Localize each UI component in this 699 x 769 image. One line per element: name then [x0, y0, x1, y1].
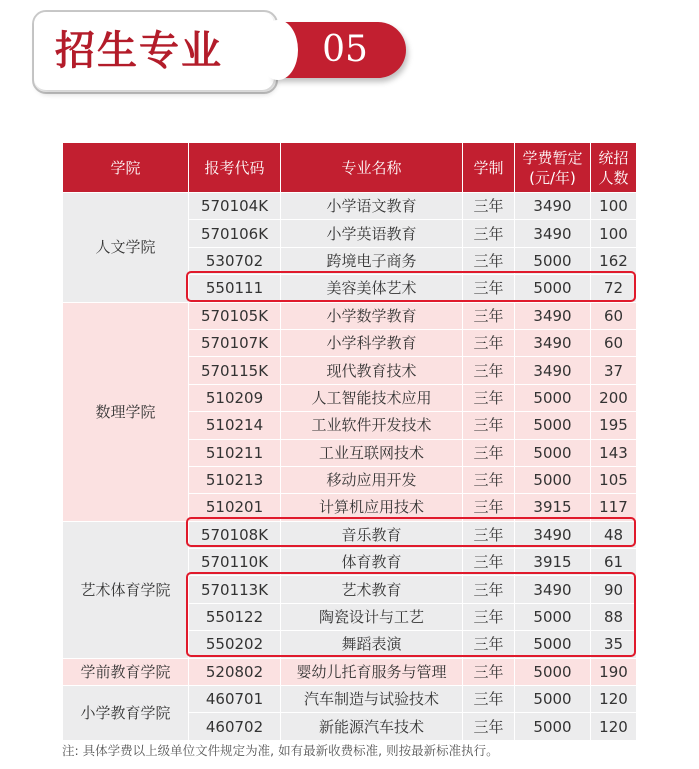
major-cell: 小学英语教育	[281, 220, 463, 247]
highlight-box	[186, 517, 636, 547]
quota-cell: 60	[591, 302, 637, 329]
code-cell: 520802	[189, 658, 281, 685]
tuition-cell: 3915	[515, 549, 591, 576]
code-cell: 550111	[189, 275, 281, 302]
tuition-cell: 3490	[515, 576, 591, 603]
code-cell: 570105K	[189, 302, 281, 329]
quota-cell: 162	[591, 247, 637, 274]
major-cell: 小学数学教育	[281, 302, 463, 329]
quota-cell: 120	[591, 713, 637, 740]
duration-cell: 三年	[463, 603, 515, 630]
college-cell: 小学教育学院	[63, 686, 189, 741]
code-cell: 570104K	[189, 193, 281, 220]
quota-cell: 100	[591, 193, 637, 220]
code-cell: 460702	[189, 713, 281, 740]
major-cell: 小学科学教育	[281, 329, 463, 356]
duration-cell: 三年	[463, 631, 515, 658]
quota-cell: 190	[591, 658, 637, 685]
highlight-box	[186, 572, 636, 657]
table-row	[63, 193, 637, 220]
code-cell: 570113K	[189, 576, 281, 603]
highlight-box	[186, 271, 636, 302]
quota-cell: 35	[591, 631, 637, 658]
major-cell: 陶瓷设计与工艺	[281, 603, 463, 630]
tuition-cell: 5000	[515, 658, 591, 685]
duration-cell: 三年	[463, 302, 515, 329]
tuition-cell: 5000	[515, 603, 591, 630]
major-cell: 跨境电子商务	[281, 247, 463, 274]
tuition-cell: 3490	[515, 302, 591, 329]
tuition-cell: 5000	[515, 466, 591, 493]
header-duration: 学制	[463, 143, 515, 193]
table-row	[63, 302, 637, 329]
major-cell: 计算机应用技术	[281, 494, 463, 521]
header-major: 专业名称	[281, 143, 463, 193]
duration-cell: 三年	[463, 521, 515, 548]
college-cell: 艺术体育学院	[63, 521, 189, 658]
quota-cell: 37	[591, 357, 637, 384]
duration-cell: 三年	[463, 658, 515, 685]
duration-cell: 三年	[463, 576, 515, 603]
footnote: 注: 具体学费以上级单位文件规定为准, 如有最新收费标准, 则按最新标准执行。	[62, 743, 499, 758]
section-title: 招生专业	[55, 28, 223, 74]
major-cell: 婴幼儿托育服务与管理	[281, 658, 463, 685]
tuition-cell: 3490	[515, 329, 591, 356]
code-cell: 510201	[189, 494, 281, 521]
table-row	[63, 686, 637, 713]
quota-cell: 120	[591, 686, 637, 713]
major-cell: 汽车制造与试验技术	[281, 686, 463, 713]
college-cell: 数理学院	[63, 302, 189, 521]
duration-cell: 三年	[463, 713, 515, 740]
major-cell: 艺术教育	[281, 576, 463, 603]
major-cell: 美容美体艺术	[281, 275, 463, 302]
quota-cell: 143	[591, 439, 637, 466]
tuition-cell: 3490	[515, 521, 591, 548]
tuition-cell: 5000	[515, 275, 591, 302]
code-cell: 570107K	[189, 329, 281, 356]
code-cell: 550202	[189, 631, 281, 658]
quota-cell: 117	[591, 494, 637, 521]
quota-cell: 48	[591, 521, 637, 548]
duration-cell: 三年	[463, 193, 515, 220]
tuition-cell: 5000	[515, 384, 591, 411]
duration-cell: 三年	[463, 686, 515, 713]
code-cell: 510209	[189, 384, 281, 411]
code-cell: 510213	[189, 466, 281, 493]
code-cell: 530702	[189, 247, 281, 274]
code-cell: 510211	[189, 439, 281, 466]
badge-notch	[258, 20, 298, 80]
quota-cell: 195	[591, 412, 637, 439]
code-cell: 550122	[189, 603, 281, 630]
header-college: 学院	[63, 143, 189, 193]
section-number: 05	[322, 29, 368, 70]
quota-cell: 88	[591, 603, 637, 630]
tuition-cell: 3490	[515, 357, 591, 384]
major-cell: 小学语文教育	[281, 193, 463, 220]
major-cell: 工业互联网技术	[281, 439, 463, 466]
tuition-cell: 5000	[515, 686, 591, 713]
tuition-cell: 3915	[515, 494, 591, 521]
quota-cell: 105	[591, 466, 637, 493]
duration-cell: 三年	[463, 247, 515, 274]
header-tuition: 学费暂定 (元/年)	[515, 143, 591, 193]
major-cell: 体育教育	[281, 549, 463, 576]
major-cell: 工业软件开发技术	[281, 412, 463, 439]
quota-cell: 72	[591, 275, 637, 302]
header-code: 报考代码	[189, 143, 281, 193]
tuition-cell: 5000	[515, 412, 591, 439]
code-cell: 510214	[189, 412, 281, 439]
tuition-cell: 5000	[515, 247, 591, 274]
quota-cell: 90	[591, 576, 637, 603]
code-cell: 570108K	[189, 521, 281, 548]
major-cell: 舞蹈表演	[281, 631, 463, 658]
college-cell: 学前教育学院	[63, 658, 189, 685]
tuition-cell: 5000	[515, 439, 591, 466]
major-cell: 人工智能技术应用	[281, 384, 463, 411]
duration-cell: 三年	[463, 384, 515, 411]
major-cell: 现代教育技术	[281, 357, 463, 384]
quota-cell: 100	[591, 220, 637, 247]
quota-cell: 61	[591, 549, 637, 576]
header-quota: 统招 人数	[591, 143, 637, 193]
quota-cell: 60	[591, 329, 637, 356]
major-cell: 音乐教育	[281, 521, 463, 548]
table-header-row	[63, 143, 637, 193]
major-cell: 新能源汽车技术	[281, 713, 463, 740]
duration-cell: 三年	[463, 439, 515, 466]
code-cell: 570115K	[189, 357, 281, 384]
code-cell: 570106K	[189, 220, 281, 247]
duration-cell: 三年	[463, 220, 515, 247]
tuition-cell: 5000	[515, 713, 591, 740]
duration-cell: 三年	[463, 549, 515, 576]
duration-cell: 三年	[463, 494, 515, 521]
duration-cell: 三年	[463, 466, 515, 493]
duration-cell: 三年	[463, 357, 515, 384]
code-cell: 460701	[189, 686, 281, 713]
major-cell: 移动应用开发	[281, 466, 463, 493]
duration-cell: 三年	[463, 412, 515, 439]
code-cell: 570110K	[189, 549, 281, 576]
college-cell: 人文学院	[63, 193, 189, 303]
table-row	[63, 658, 637, 685]
tuition-cell: 3490	[515, 193, 591, 220]
duration-cell: 三年	[463, 275, 515, 302]
tuition-cell: 5000	[515, 631, 591, 658]
tuition-cell: 3490	[515, 220, 591, 247]
quota-cell: 200	[591, 384, 637, 411]
duration-cell: 三年	[463, 329, 515, 356]
